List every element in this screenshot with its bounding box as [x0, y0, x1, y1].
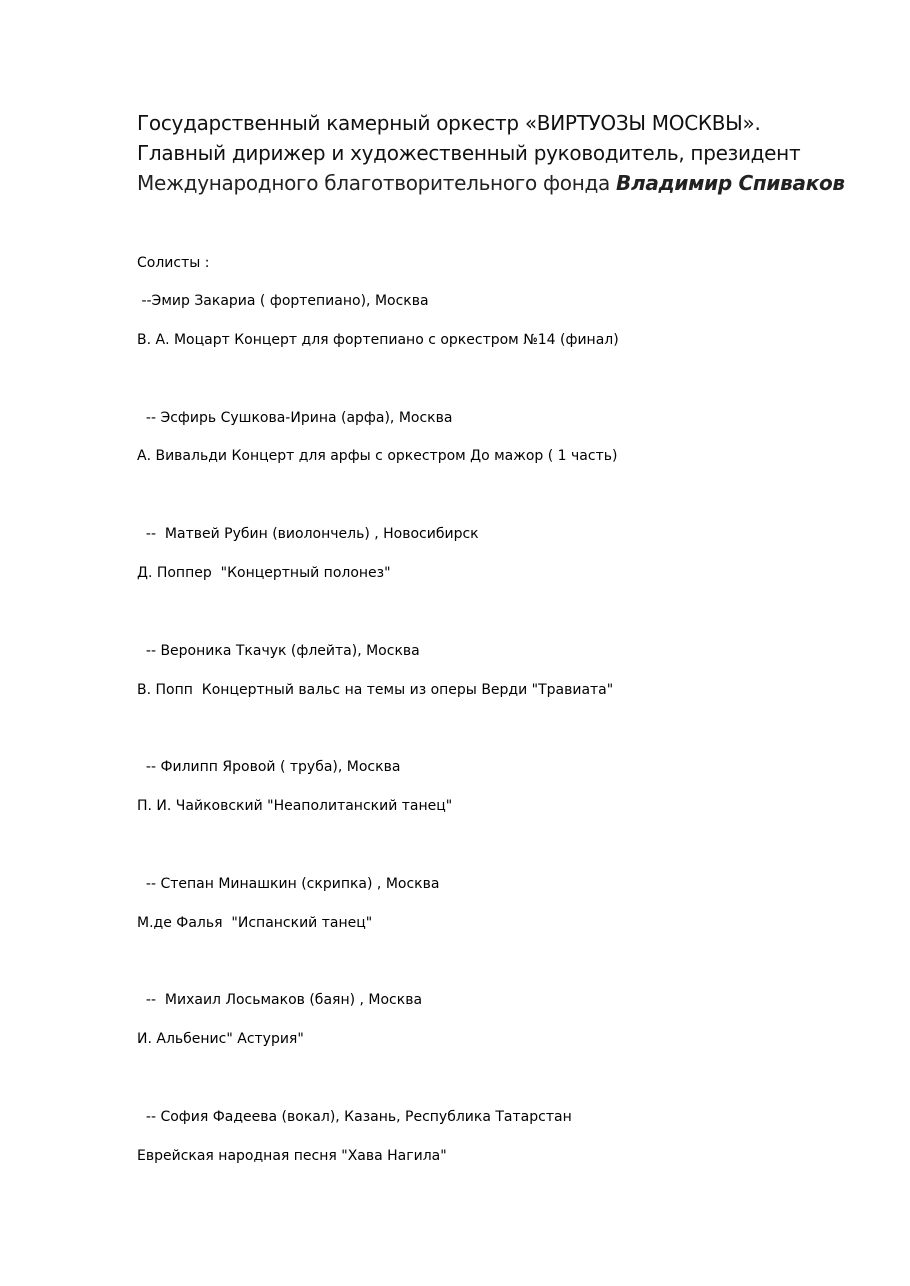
heading-foundation-text: Международного благотворительного фонда: [137, 171, 617, 195]
piece-line: В. А. Моцарт Концерт для фортепиано с оркестром №14 (финал): [137, 332, 619, 348]
piece-line: И. Альбенис" Астурия": [137, 1031, 304, 1047]
heading-line-foundation: [137, 168, 877, 198]
conductor-name: Владимир Спиваков: [616, 171, 845, 195]
performer-line: -- Вероника Ткачук (флейта), Москва: [137, 643, 420, 659]
heading-line-conductor: Главный дирижер и художественный руководитель, президент: [137, 141, 801, 165]
performer-line: -- Михаил Лосьмаков (баян) , Москва: [137, 992, 423, 1008]
heading-line-orchestra: Государственный камерный оркестр «ВИРТУОЗЫ МОСКВЫ».: [137, 111, 761, 135]
performer-line: -- Эсфирь Сушкова-Ирина (арфа), Москва: [137, 410, 453, 426]
piece-line: Д. Поппер "Концертный полонез": [137, 565, 391, 581]
piece-line: П. И. Чайковский "Неаполитанский танец": [137, 798, 453, 814]
performer-line: -- Степан Минашкин (скрипка) , Москва: [137, 876, 440, 892]
performer-line: -- Филипп Яровой ( труба), Москва: [137, 759, 401, 775]
soloists-label: Солисты :: [137, 255, 210, 271]
performer-line: -- Матвей Рубин (виолончель) , Новосибирск: [137, 526, 479, 542]
piece-line: М.де Фалья "Испанский танец": [137, 915, 373, 931]
piece-line: Еврейская народная песня "Хава Нагила": [137, 1148, 447, 1164]
document-heading: [137, 108, 877, 198]
piece-line: В. Попп Концертный вальс на темы из оперы Верди "Травиата": [137, 682, 614, 698]
performer-line: -- София Фадеева (вокал), Казань, Республика Татарстан: [137, 1109, 572, 1125]
piece-line: А. Вивальди Концерт для арфы с оркестром До мажор ( 1 часть): [137, 448, 618, 464]
performer-line: --Эмир Закариа ( фортепиано), Москва: [137, 293, 429, 309]
